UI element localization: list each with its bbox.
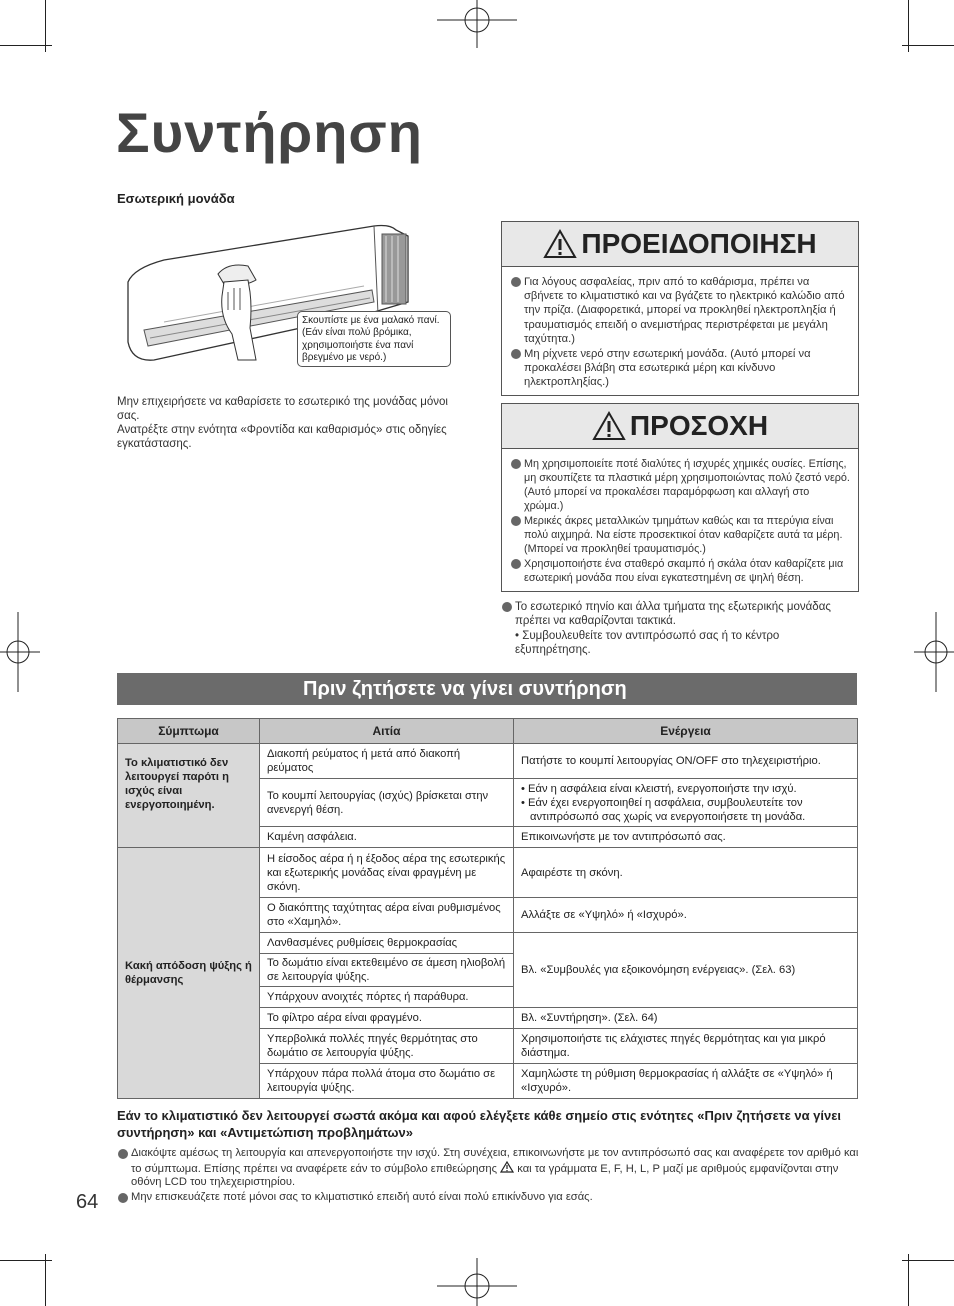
caution-box xyxy=(501,403,859,592)
page-title: Συντήρηση xyxy=(116,101,423,164)
cause-cell: Υπάρχουν ανοιχτές πόρτες ή παράθυρα. xyxy=(260,987,514,1008)
cause-cell: Διακοπή ρεύματος ή μετά από διακοπή ρεύματος xyxy=(260,744,514,779)
registration-mark-left xyxy=(0,612,40,692)
cause-cell: Το δωμάτιο είναι εκτεθειμένο σε άμεση ηλιοβολή σε λειτουργία ψύξης. xyxy=(260,954,514,987)
action-cell: Χρησιμοποιήστε τις ελάχιστες πηγές θερμότητας και για μικρό διάστημα. xyxy=(514,1029,858,1064)
table-header-row xyxy=(118,719,858,744)
caution-header xyxy=(502,404,858,449)
action-cell xyxy=(514,779,858,827)
footer-heading: Εάν το κλιματιστικό δεν λειτουργεί σωστά ακόμα και αφού ελέγξετε κάθε σημείο στις ενότητες «Πριν ζητήσετε να γίνει συντήρηση» και «Αντιμετώπιση προβλημάτων» xyxy=(117,1108,842,1140)
table-header: Ενέργεια xyxy=(514,719,858,744)
caution-triangle-icon xyxy=(592,411,626,441)
page-number: 64 xyxy=(76,1191,99,1213)
table-header: Σύμπτωμα xyxy=(118,719,260,744)
cause-cell: Λανθασμένες ρυθμίσεις θερμοκρασίας xyxy=(260,933,514,954)
warning-item: Μη ρίχνετε νερό στην εσωτερική μονάδα. (Αυτό μπορεί να προκαλέσει βλάβη στα εσωτερικά μέρη και κίνδυνο ηλεκτροπληξίας.) xyxy=(510,347,850,390)
caution-body xyxy=(502,449,858,592)
indoor-note xyxy=(117,395,462,451)
action-cell: Αφαιρέστε τη σκόνη. xyxy=(514,848,858,898)
cause-cell: Υπάρχουν πάρα πολλά άτομα στο δωμάτιο σε λειτουργία ψύξης. xyxy=(260,1064,514,1099)
cause-cell: Ο διακόπτης ταχύτητας αέρα είναι ρυθμισμένος στο «Χαμηλό». xyxy=(260,898,514,933)
cause-cell: Υπερβολικά πολλές πηγές θερμότητας στο δωμάτιο σε λειτουργία ψύξης. xyxy=(260,1029,514,1064)
action-cell: Επικοινωνήστε με τον αντιπρόσωπό σας. xyxy=(514,827,858,848)
inspection-symbol-icon xyxy=(500,1161,514,1173)
action-cell: Αλλάξτε σε «Υψηλό» ή «Ισχυρό». xyxy=(514,898,858,933)
table-header: Αιτία xyxy=(260,719,514,744)
warning-title: ΠΡΟΕΙΔΟΠΟΙΗΣΗ xyxy=(581,228,817,259)
indoor-note-line2: Ανατρέξτε στην ενότητα «Φροντίδα και καθαρισμός» στις οδηγίες εγκατάστασης. xyxy=(117,424,447,450)
warning-triangle-icon xyxy=(543,229,577,259)
action-cell: Βλ. «Συμβουλές για εξοικονόμηση ενέργειας». (Σελ. 63) xyxy=(514,933,858,1008)
cause-cell: Καμένη ασφάλεια. xyxy=(260,827,514,848)
footer-item xyxy=(117,1147,859,1190)
outdoor-note xyxy=(501,600,857,657)
cause-cell: Η είσοδος αέρα ή η έξοδος αέρα της εσωτερικής και εξωτερικής μονάδας είναι φραγμένη με σκόνη. xyxy=(260,848,514,898)
illustration-callout: Σκουπίστε με ένα μαλακό πανί. (Εάν είναι πολύ βρόμικα, χρησιμοποιήστε ένα πανί βρεγμένο με νερό.) xyxy=(297,311,451,367)
indoor-note-line1: Μην επιχειρήσετε να καθαρίσετε το εσωτερικό της μονάδας μόνοι σας. xyxy=(117,396,448,422)
action-cell: Χαμηλώστε τη ρύθμιση θερμοκρασίας ή αλλάξτε σε «Υψηλό» ή «Ισχυρό». xyxy=(514,1064,858,1099)
symptom-cell: Το κλιματιστικό δεν λειτουργεί παρότι η ισχύς είναι ενεργοποιημένη. xyxy=(118,744,260,848)
caution-item: Μερικές άκρες μεταλλικών τμημάτων καθώς και τα πτερύγια είναι πολύ αιχμηρά. Να είστε προσεκτικοί όταν καθαρίζετε αυτά τα μέρη. (Μπορεί να προκληθεί τραυματισμός.) xyxy=(510,514,850,556)
action-line: • Εάν η ασφάλεια είναι κλειστή, ενεργοποιήστε την ισχύ. xyxy=(521,782,797,795)
footer-item: Μην επισκευάζετε ποτέ μόνοι σας το κλιματιστικό επειδή αυτό είναι πολύ επικίνδυνο για εσάς. xyxy=(117,1191,859,1205)
section-title: Πριν ζητήσετε να γίνει συντήρηση xyxy=(117,673,857,705)
warning-item: Για λόγους ασφαλείας, πριν από το καθάρισμα, πρέπει να σβήνετε το κλιματιστικό και να βγάζετε το ηλεκτρικό καλώδιο από την πρίζα. (Διαφορετικά, μπορεί να προκληθεί ηλεκτροπληξία ή τραυματισμός επειδή ο ανεμιστήρας περιστρέφεται με μεγάλη ταχύτητα.) xyxy=(510,275,850,346)
caution-item: Μη χρησιμοποιείτε ποτέ διαλύτες ή ισχυρές χημικές ουσίες. Επίσης, μη σκουπίζετε τα πλαστικά μέρη χρησιμοποιώντας πολύ ζεστό νερό. (Αυτό μπορεί να προκαλέσει παραμόρφωση και αλλαγή στο χρώμα.) xyxy=(510,457,850,513)
registration-mark-right xyxy=(914,612,954,692)
warning-box xyxy=(501,221,859,396)
outdoor-subnote: • Συμβουλευθείτε τον αντιπρόσωπό σας ή το κέντρο εξυπηρέτησης. xyxy=(515,630,780,656)
caution-item: Χρησιμοποιήστε ένα σταθερό σκαμπό ή σκάλα όταν καθαρίζετε μια εσωτερική μονάδα που είναι εγκατεστημένη σε ψηλή θέση. xyxy=(510,557,850,585)
warning-header xyxy=(502,222,858,267)
caution-title: ΠΡΟΣΟΧΗ xyxy=(629,410,769,441)
table-row xyxy=(118,744,858,779)
indoor-unit-heading: Εσωτερική μονάδα xyxy=(117,191,235,206)
action-cell: Βλ. «Συντήρηση». (Σελ. 64) xyxy=(514,1008,858,1029)
footer-item1-start: Διακόψτε αμέσως τη λειτουργία και απενεργοποιήστε την ισχύ. Στη συνέχεια, επικοινωνήστε με τον αντιπρόσωπό σας και αναφέρετε τον αριθμό και το σύμπτωμα. Επίσης πρέπει να αναφέρετε εάν το σύμβολο επιθεώρησης xyxy=(131,1147,859,1175)
outdoor-note-text: Το εσωτερικό πηνίο και άλλα τμήματα της εξωτερικής μονάδας πρέπει να καθαρίζονται τακτικά. xyxy=(501,600,857,628)
cause-cell: Το κουμπί λειτουργίας (ισχύς) βρίσκεται στην ανενεργή θέση. xyxy=(260,779,514,827)
registration-mark-bottom xyxy=(437,1258,517,1306)
symptom-cell: Κακή απόδοση ψύξης ή θέρμανσης xyxy=(118,848,260,1099)
footer-item1-end: και τα γράμματα E, F, H, L, P μαζί με αριθμούς εμφανίζονται στην οθόνη LCD του τηλεχειριστηρίου. xyxy=(131,1162,839,1188)
warning-body xyxy=(502,267,858,397)
table-row xyxy=(118,848,858,898)
cause-cell: Το φίλτρο αέρα είναι φραγμένο. xyxy=(260,1008,514,1029)
footer-notes xyxy=(117,1147,859,1205)
registration-mark-top xyxy=(437,0,517,48)
action-line: • Εάν έχει ενεργοποιηθεί η ασφάλεια, συμβουλευτείτε τον αντιπρόσωπό σας χωρίς να ενεργοποιήσετε τη μονάδα. xyxy=(521,796,806,823)
action-cell: Πατήστε το κουμπί λειτουργίας ON/OFF στο τηλεχειριστήριο. xyxy=(514,744,858,779)
troubleshooting-table xyxy=(117,718,858,1099)
